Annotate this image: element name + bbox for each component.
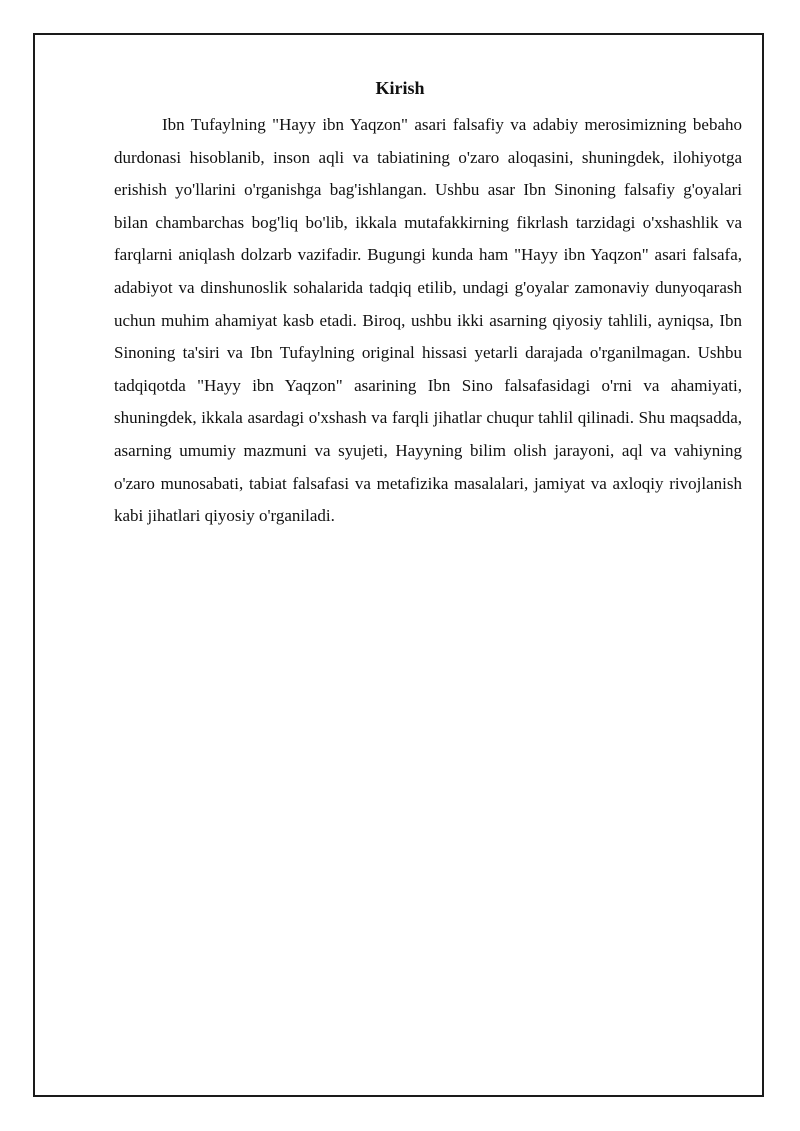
section-heading: Kirish bbox=[375, 78, 425, 98]
body-paragraph: Ibn Tufaylning "Hayy ibn Yaqzon" asari falsafiy va adabiy merosimizning bebaho durdonasi hisoblanib, inson aqli va tabiatining o'zaro aloqasini, shuningdek, ilohiyotga erishish yo'llarini o'rganishga bag'ishlangan. Ushbu asar Ibn Sinoning falsafiy g'oyalari bilan chambarchas bog'liq bo'lib, ikkala mutafakkirning fikrlash tarzidagi o'xshashlik va farqlarni aniqlash dolzarb vazifadir. Bugungi kunda ham "Hayy ibn Yaqzon" asari falsafa, adabiyot va dinshunoslik sohalarida tadqiq etilib, undagi g'oyalar zamonaviy dunyoqarash uchun muhim ahamiyat kasb etadi. Biroq, ushbu ikki asarning qiyosiy tahlili, ayniqsa, Ibn Sinoning ta'siri va Ibn Tufaylning original hissasi yetarli darajada o'rganilmagan. Ushbu tadqiqotda "Hayy ibn Yaqzon" asarining Ibn Sino falsafasidagi o'rni va ahamiyati, shuningdek, ikkala asardagi o'xshash va farqli jihatlar chuqur tahlil qilinadi. Shu maqsadda, asarning umumiy mazmuni va syujeti, Hayyning bilim olish jarayoni, aql va vahiyning o'zaro munosabati, tabiat falsafasi va metafizika masalalari, jamiyat va axloqiy rivojlanish kabi jihatlari qiyosiy o'rganiladi. bbox=[114, 115, 742, 526]
